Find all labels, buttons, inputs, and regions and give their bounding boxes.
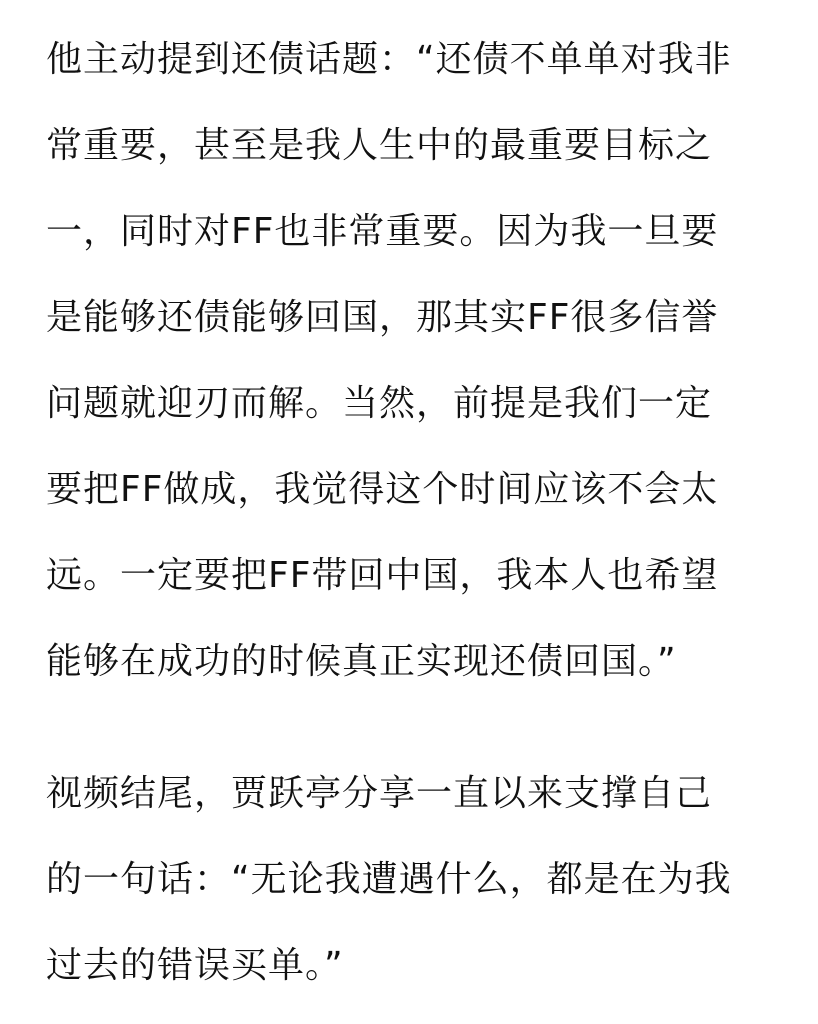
paragraph-line: 一，同时对FF也非常重要。因为我一旦要 — [46, 211, 719, 252]
paragraph-line: 能够在成功的时候真正实现还债回国。” — [46, 641, 677, 682]
paragraph-line: 过去的错误买单。” — [46, 945, 344, 986]
paragraph-line: 他主动提到还债话题：“还债不单单对我非 — [46, 39, 732, 80]
paragraph-line: 远。一定要把FF带回中国，我本人也希望 — [46, 555, 719, 596]
paragraph-line: 问题就迎刃而解。当然，前提是我们一定 — [46, 383, 713, 424]
paragraph-line: 常重要，甚至是我人生中的最重要目标之 — [46, 125, 713, 166]
paragraph-line: 是能够还债能够回国，那其实FF很多信誉 — [46, 297, 719, 338]
paragraph-line: 要把FF做成，我觉得这个时间应该不会太 — [46, 469, 719, 510]
paragraph-line: 视频结尾，贾跃亭分享一直以来支撑自己 — [46, 773, 713, 814]
paragraph-line: 的一句话：“无论我遭遇什么，都是在为我 — [46, 859, 732, 900]
